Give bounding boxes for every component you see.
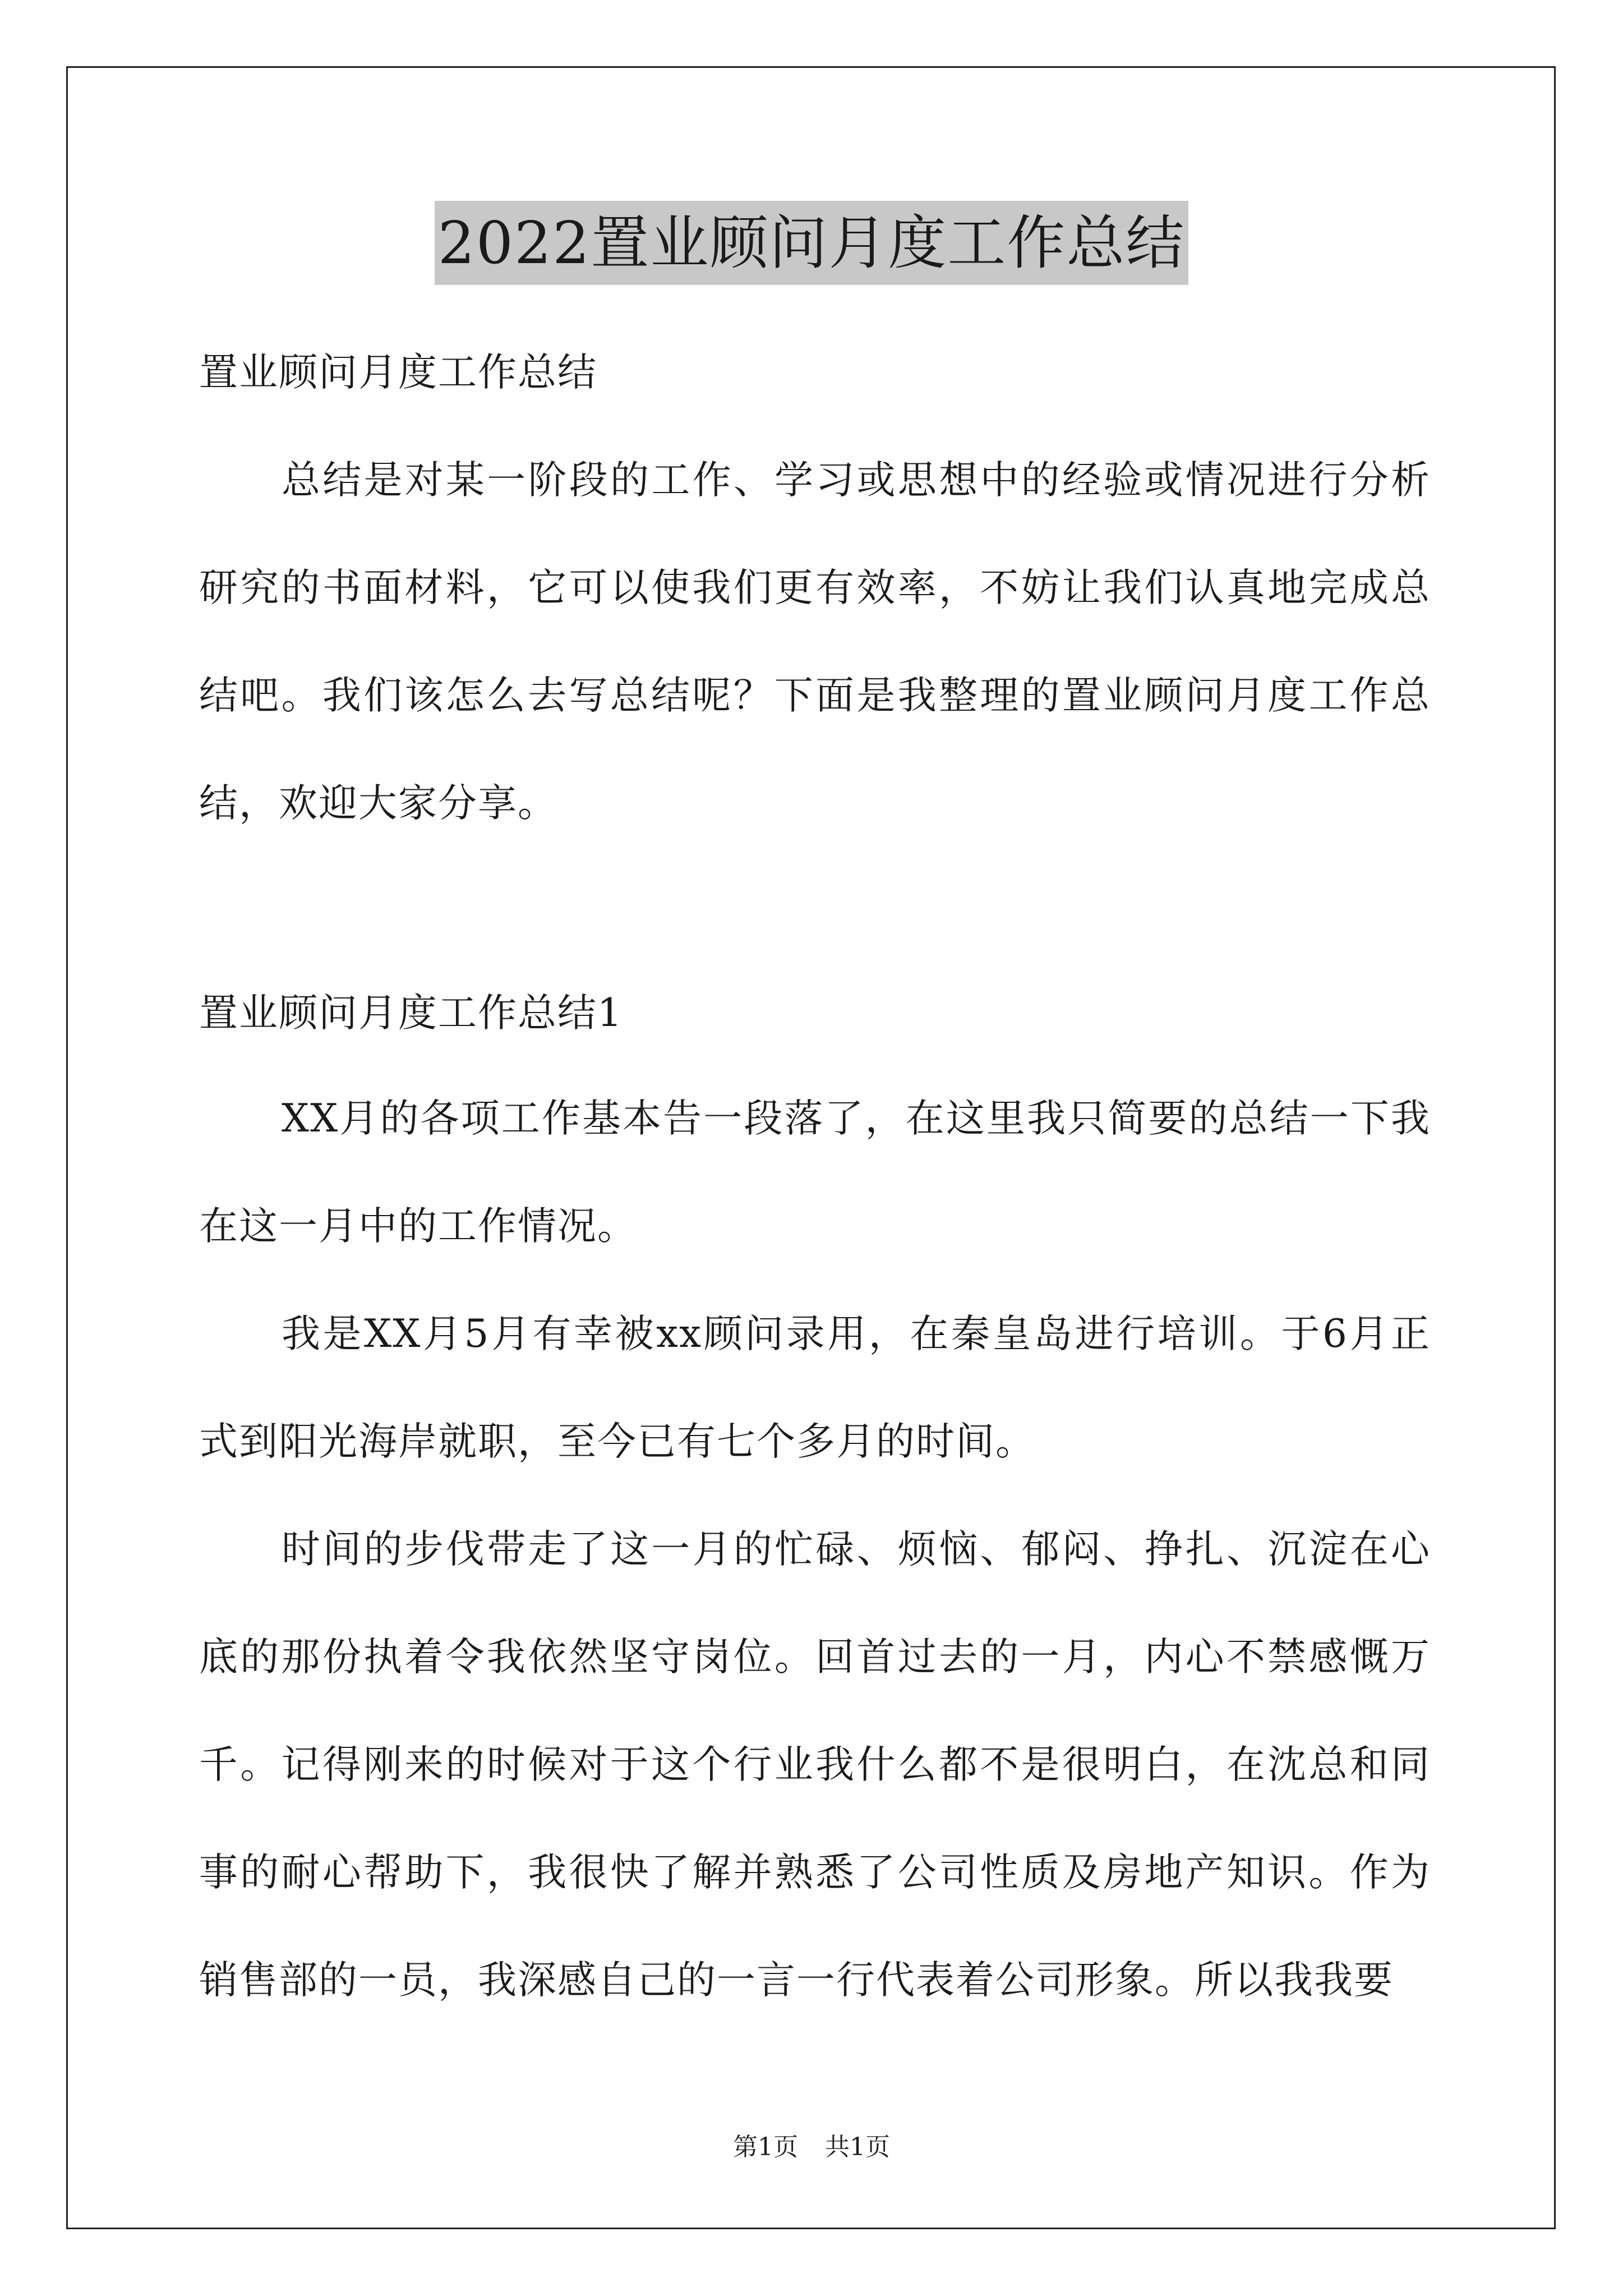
section-1-heading: 置业顾问月度工作总结1	[199, 991, 623, 1036]
title-container	[0, 201, 1623, 285]
page-number: 第1页	[733, 2133, 798, 2161]
paragraph-2: 我是XX月5月有幸被xx顾问录用，在秦皇岛进行培训。于6月正式到阳光海岸就职，至今已有七个多月的时间。	[199, 1312, 1431, 1464]
intro-paragraph: 总结是对某一阶段的工作、学习或思想中的经验或情况进行分析研究的书面材料，它可以使我们更有效率，不妨让我们认真地完成总结吧。我们该怎么去写总结呢？下面是我整理的置业顾问月度工作总结，欢迎大家分享。	[199, 458, 1431, 826]
paragraph-3: 时间的步伐带走了这一月的忙碌、烦恼、郁闷、挣扎、沉淀在心底的那份执着令我依然坚守岗位。回首过去的一月，内心不禁感慨万千。记得刚来的时候对于这个行业我什么都不是很明白，在沈总和同事的耐心帮助下，我很快了解并熟悉了公司性质及房地产知识。作为销售部的一员，我深感自己的一言一行代表着公司形象。所以我我要	[199, 1527, 1431, 2003]
document-title: 2022置业顾问月度工作总结	[435, 201, 1189, 285]
page-total: 共1页	[825, 2133, 890, 2161]
page-footer	[0, 2131, 1623, 2164]
paragraph-1: XX月的各项工作基本告一段落了，在这里我只简要的总结一下我在这一月中的工作情况。	[199, 1096, 1431, 1249]
document-heading: 置业顾问月度工作总结	[199, 350, 597, 395]
